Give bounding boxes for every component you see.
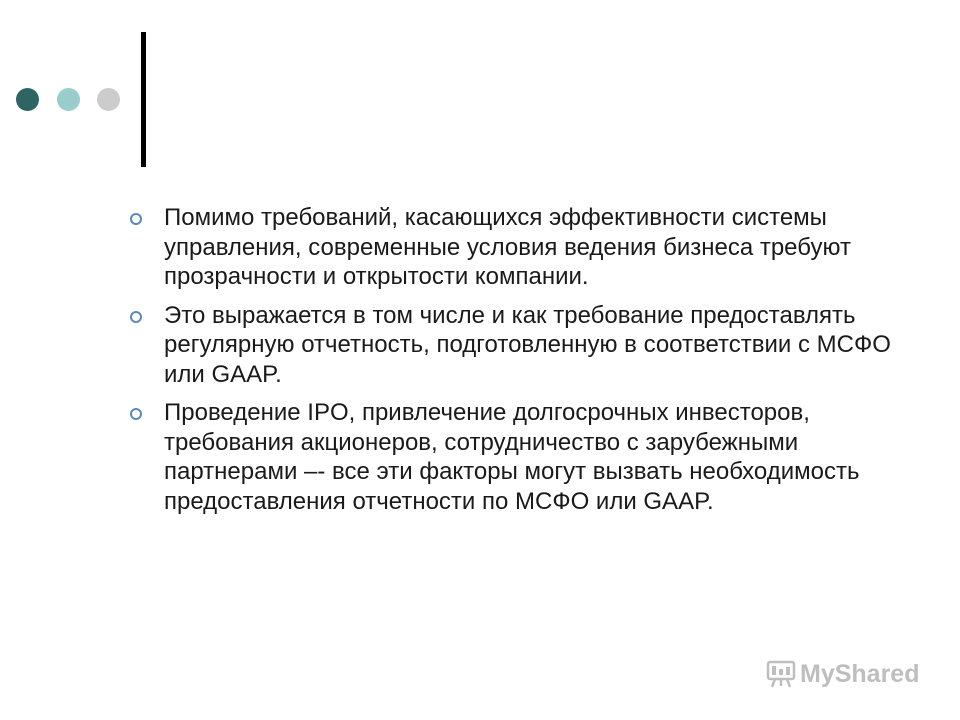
presentation-board-icon [766, 659, 796, 689]
decorative-dot-light [57, 88, 80, 111]
bullet-ring-icon [130, 408, 142, 420]
decorative-dot-gray [97, 88, 120, 111]
bullet-text: Проведение IPO, привлечение долгосрочных инвесторов, требования акционеров, сотрудничество с зарубежными партнерами –- все эти факторы могут вызвать необходимость предоставления отчетности по МСФО или GAAP. [164, 399, 860, 515]
title-divider-line [141, 32, 146, 167]
bullet-item [128, 301, 898, 390]
bullet-list [128, 203, 898, 525]
watermark-text: MyShared [800, 659, 920, 688]
decorative-dot-dark [16, 88, 39, 111]
bullet-item [128, 398, 898, 516]
bullet-item [128, 203, 898, 292]
bullet-ring-icon [130, 311, 142, 323]
myshared-watermark [766, 656, 919, 692]
bullet-text: Помимо требований, касающихся эффективности системы управления, современные условия ведения бизнеса требуют прозрачности и открытости компании. [164, 204, 851, 290]
bullet-text: Это выражается в том числе и как требование предоставлять регулярную отчетность, подготовленную в соответствии с МСФО или GAAP. [164, 301, 891, 388]
bullet-ring-icon [130, 213, 142, 225]
